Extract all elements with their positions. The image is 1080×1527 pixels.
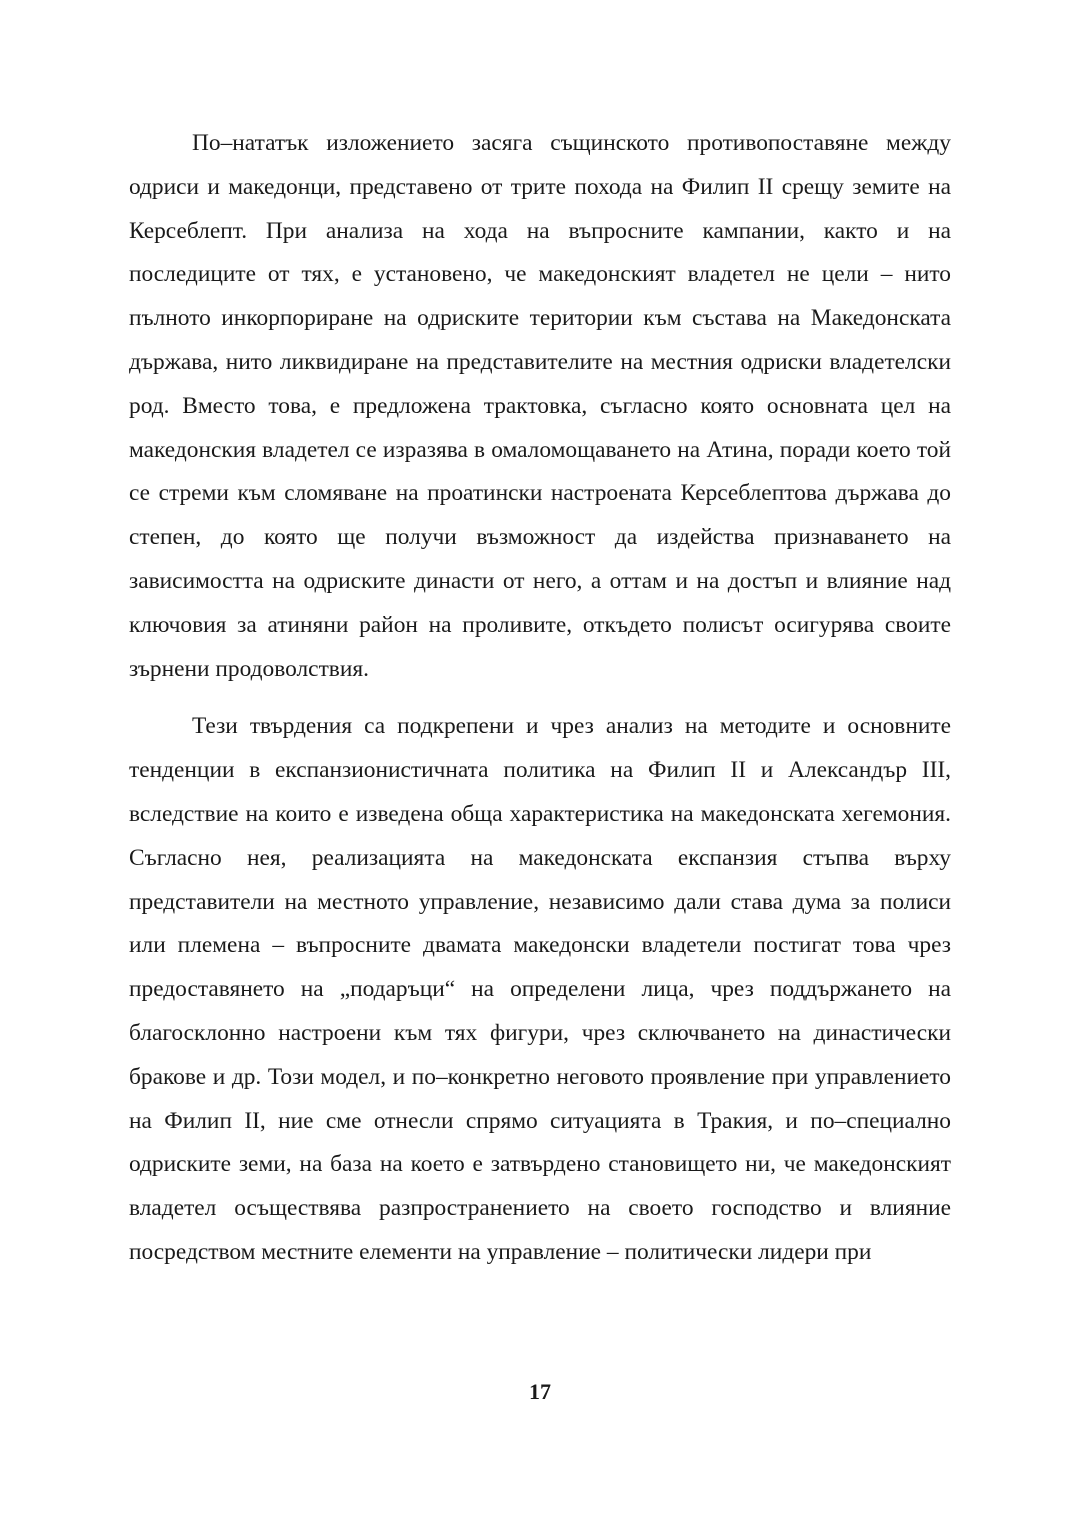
page-number: 17 xyxy=(529,1379,551,1404)
paragraph-2: Тези твърдения са подкрепени и чрез анализ на методите и основните тенденции в експанзионистичната политика на Филип II и Александър III, вследствие на които е изведена обща характеристика на македонската хегемония. Съгласно нея, реализацията на македонската експанзия стъпва върху представители на местното управление, независимо дали става дума за полиси или племена – въпросните двамата македонски владетели постигат това чрез предоставянето на „подаръци“ на определени лица, чрез поддържането на благосклонно настроени към тях фигури, чрез сключването на династически бракове и др. Този модел, и по–конкретно неговото проявление при управлението на Филип II, ние сме отнесли спрямо ситуацията в Тракия, и по–специално одриските земи, на база на което е затвърдено становището ни, че македонският владетел осъществява разпространението на своето господство и влияние посредством местните елементи на управление – политически лидери при xyxy=(129,713,951,1265)
paragraph-1: По–нататък изложението засяга същинското противопоставяне между одриси и македонци, представено от трите похода на Филип II срещу земите на Керсеблепт. При анализа на хода на въпросните кампании, както и на последиците от тях, е установено, че македонският владетел не цели – нито пълното инкорпориране на одриските територии към състава на Македонската държава, нито ликвидиране на представителите на местния одриски владетелски род. Вместо това, е предложена трактовка, съгласно която основната цел на македонския владетел се изразява в омаломощаването на Атина, поради което той се стреми към сломяване на проатински настроената Керсеблептова държава до степен, до която ще получи възможност да издейства признаването на зависимостта на одриските династи от него, а оттам и на достъп и влияние над ключовия за атиняни район на проливите, откъдето полисът осигурява своите зърнени продоволствия. xyxy=(129,130,951,682)
body-text xyxy=(129,122,951,1275)
